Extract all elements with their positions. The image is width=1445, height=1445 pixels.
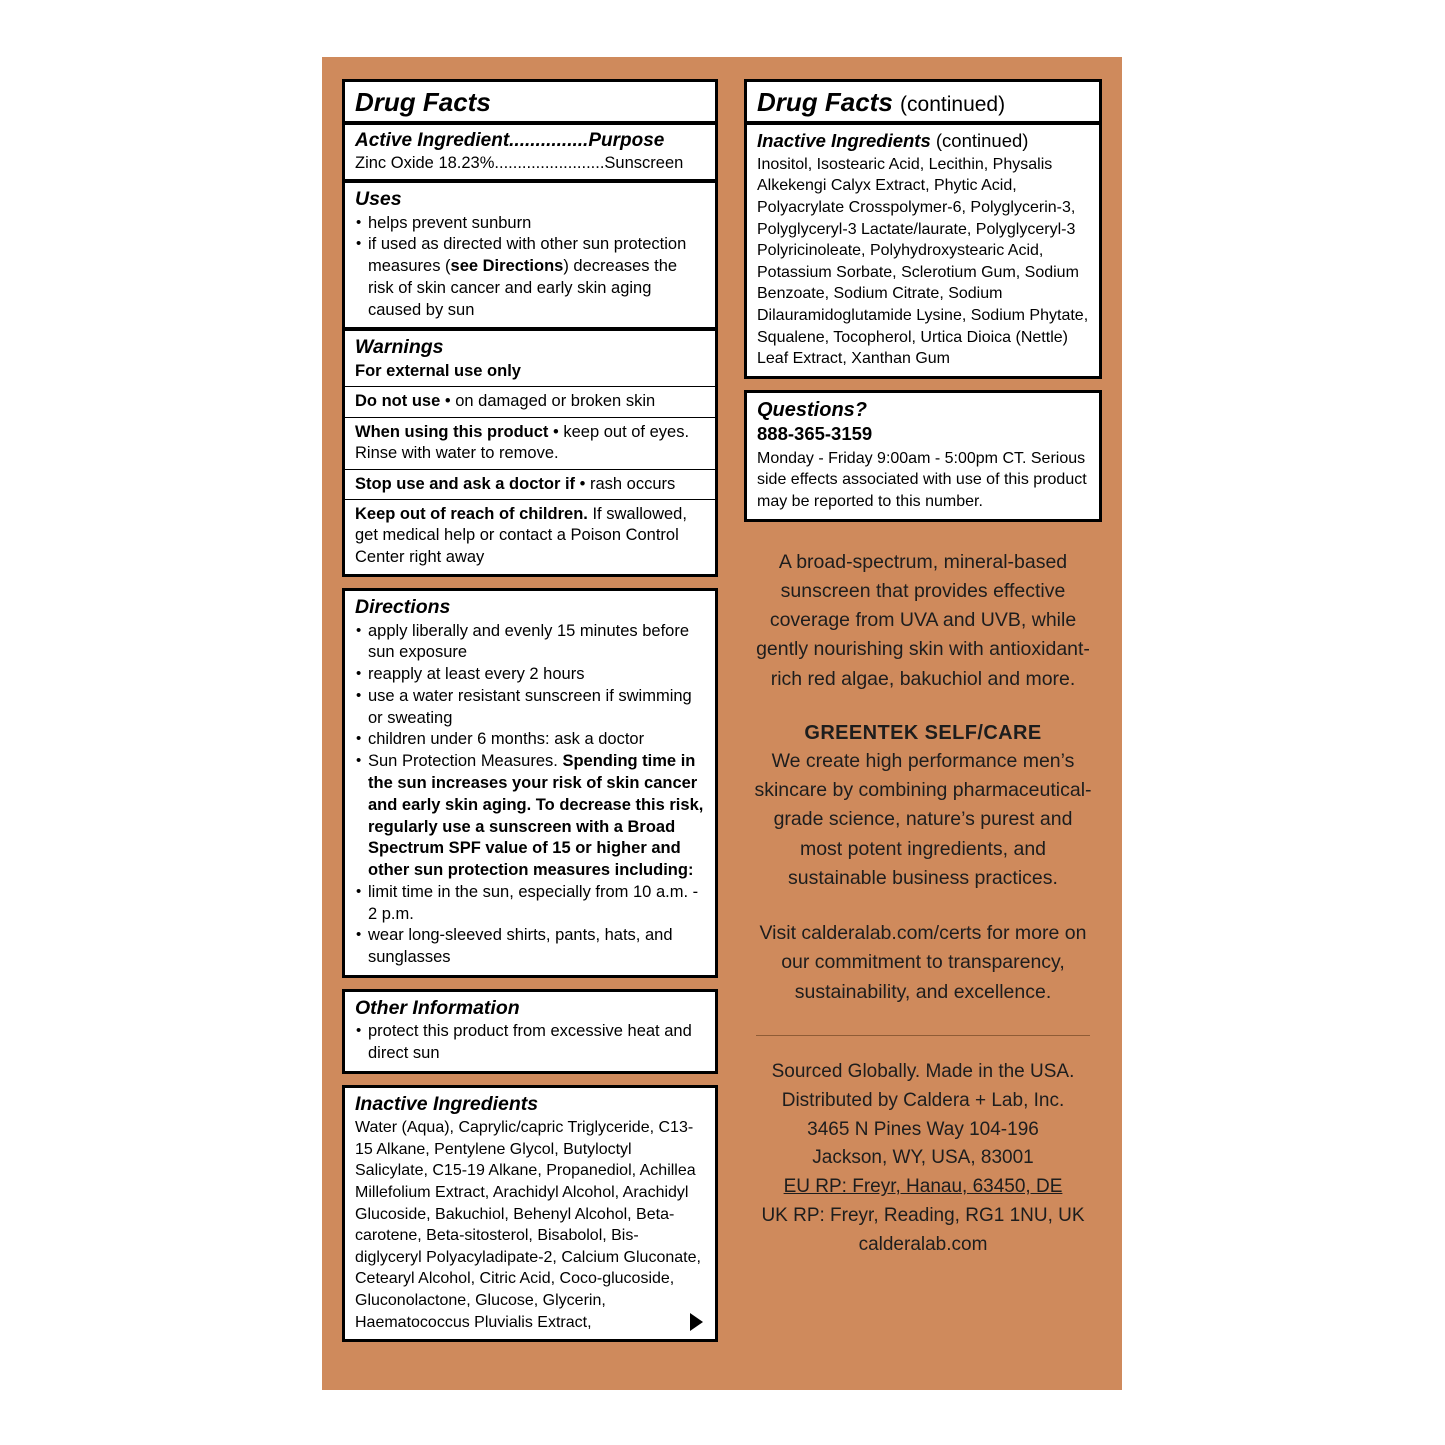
inactive-ingredients-continued-text: Inositol, Isostearic Acid, Lecithin, Physalis Alkekengi Calyx Extract, Phytic Acid, Polyacrylate Crosspolymer-6, Polyglycerin-3, Polyglyceryl-3 Lactate/laurate, Polyglyceryl-3 Polyricinoleate, Polyhydroxystearic Acid, Potassium Sorbate, Sclerotium Gum, Sodium Benzoate, Sodium Citrate, Sodium Dilauramidoglutamide Lysine, Sodium Phytate, Squalene, Tocopherol, Urtica Dioica (Nettle) Leaf Extract, Xanthan Gum — [757, 155, 1089, 368]
directions-item: • limit time in the sun, especially from 10 a.m. - 2 p.m. — [355, 882, 705, 926]
do-not-use-label: Do not use — [355, 392, 441, 411]
website-line: calderalab.com — [858, 1234, 988, 1256]
marketing-paragraph-1: A broad-spectrum, mineral-based sunscreen that provides effective coverage from UVA and UVB, while gently nourishing skin with antioxidant-rich red algae, bakuchiol and more. — [756, 550, 1090, 690]
inactive-ingredients-continued-heading — [757, 130, 1089, 151]
label-right-column — [744, 79, 1102, 1370]
inactive-ingredients-section — [345, 1088, 715, 1339]
keep-out-text: If swallowed, get medical help or contact a Poison Control Center right away — [355, 504, 687, 566]
directions-heading: Directions — [355, 596, 451, 619]
inactive-ingredients-heading: Inactive Ingredients — [355, 1092, 539, 1115]
address-line: Distributed by Caldera + Lab, Inc. — [781, 1089, 1065, 1111]
address-line: 3465 N Pines Way 104-196 — [807, 1118, 1039, 1140]
directions-panel — [342, 588, 718, 978]
warnings-external-use: For external use only — [355, 361, 521, 380]
drug-facts-title: Drug Facts — [355, 87, 491, 117]
questions-section — [747, 393, 1099, 519]
drug-facts-continued-title-text: Drug Facts — [757, 87, 893, 117]
inactive-ingredients-text: Water (Aqua), Caprylic/capric Triglyceride, C13-15 Alkane, Pentylene Glycol, Butyloctyl Salicylate, C15-19 Alkane, Propanediol, Achillea Millefolium Extract, Arachidyl Alcohol, Arachidyl Glucoside, Bakuchiol, Behenyl Alcohol, Beta-carotene, Beta-sitosterol, Bisabolol, Bis-diglyceryl Polyacyladipate-2, Calcium Gluconate, Cetearyl Alcohol, Citric Acid, Coco-glucoside, Gluconolactone, Glucose, Glycerin, Haematococcus Pluvialis Extract, — [355, 1119, 701, 1331]
active-ingredient-header: Active Ingredient...............Purpose — [355, 129, 665, 151]
drug-facts-continued-suffix: (continued) — [900, 93, 1006, 116]
address-line: Sourced Globally. Made in the USA. — [771, 1060, 1075, 1082]
uses-item: • if used as directed with other sun protection measures (see Directions) decreases the risk of skin cancer and early skin aging caused by sun — [355, 234, 705, 321]
inactive-continued-heading-text: Inactive Ingredients — [757, 129, 931, 151]
when-using-label: When using this product — [355, 422, 549, 441]
questions-phone: 888-365-3159 — [757, 422, 873, 444]
other-information-item: • protect this product from excessive heat and direct sun — [355, 1021, 705, 1065]
directions-section — [345, 591, 715, 975]
directions-item: • reapply at least every 2 hours — [355, 664, 705, 686]
drug-facts-panel-main — [342, 79, 718, 577]
marketing-paragraph-2: We create high performance men’s skincare by combining pharmaceutical-grade science, nature’s purest and most potent ingredients, and sustainable business practices. — [754, 749, 1092, 889]
other-information-section — [345, 992, 715, 1071]
warnings-section — [345, 331, 715, 386]
drug-facts-left-column — [342, 79, 718, 1370]
questions-heading: Questions? — [757, 398, 868, 421]
address-line-uk-rp: UK RP: Freyr, Reading, RG1 1NU, UK — [761, 1205, 1085, 1227]
when-using-text: • keep out of eyes. Rinse with water to remove. — [355, 422, 690, 463]
other-information-panel — [342, 989, 718, 1074]
stop-use-label: Stop use and ask a doctor if — [355, 474, 576, 493]
address-line-eu-rp: EU RP: Freyr, Hanau, 63450, DE — [783, 1176, 1063, 1198]
other-information-heading: Other Information — [355, 996, 520, 1019]
directions-item: • wear long-sleeved shirts, pants, hats, and sunglasses — [355, 925, 705, 969]
inactive-ingredients-panel — [342, 1085, 718, 1342]
sunscreen-label — [322, 57, 1122, 1390]
brand-heading: GREENTEK SELF/CARE — [804, 721, 1042, 744]
keep-out-label: Keep out of reach of children. — [355, 504, 588, 523]
stop-use-text: • rash occurs — [579, 474, 676, 493]
address-line: Jackson, WY, USA, 83001 — [812, 1147, 1034, 1169]
inactive-continued-suffix: (continued) — [935, 129, 1029, 151]
questions-text: Monday - Friday 9:00am - 5:00pm CT. Serious side effects associated with use of this product may be reported to this number. — [757, 449, 1087, 510]
uses-section — [345, 183, 715, 327]
uses-item: • helps prevent sunburn — [355, 213, 705, 235]
keep-out-of-reach-row — [345, 500, 715, 574]
do-not-use-row — [345, 387, 715, 416]
drug-facts-continued-panel — [744, 79, 1102, 379]
uses-heading: Uses — [355, 188, 402, 211]
continued-arrow-icon — [690, 1313, 703, 1331]
drug-facts-continued-title — [747, 82, 1099, 121]
company-address — [744, 1058, 1102, 1260]
marketing-paragraph-3: Visit calderalab.com/certs for more on our commitment to transparency, sustainability, and excellence. — [759, 922, 1087, 1003]
directions-item: • apply liberally and evenly 15 minutes before sun exposure — [355, 621, 705, 665]
directions-item-sun-protection: • Sun Protection Measures. Spending time in the sun increases your risk of skin cancer and early skin aging. To decrease this risk, regularly use a sunscreen with a Broad Spectrum SPF value of 15 or higher and other sun protection measures including: — [355, 751, 705, 882]
warnings-heading: Warnings — [355, 336, 444, 359]
inactive-ingredients-continued-section — [747, 125, 1099, 376]
stop-use-row — [345, 470, 715, 499]
active-ingredient-line: Zinc Oxide 18.23%........................Sunscreen — [355, 154, 684, 173]
when-using-row — [345, 418, 715, 469]
section-divider — [756, 1035, 1090, 1036]
questions-panel — [744, 390, 1102, 522]
directions-item: • use a water resistant sunscreen if swimming or sweating — [355, 686, 705, 730]
active-ingredient-section — [345, 125, 715, 180]
directions-item: • children under 6 months: ask a doctor — [355, 729, 705, 751]
marketing-copy — [744, 522, 1102, 1007]
do-not-use-text: • on damaged or broken skin — [444, 392, 656, 411]
